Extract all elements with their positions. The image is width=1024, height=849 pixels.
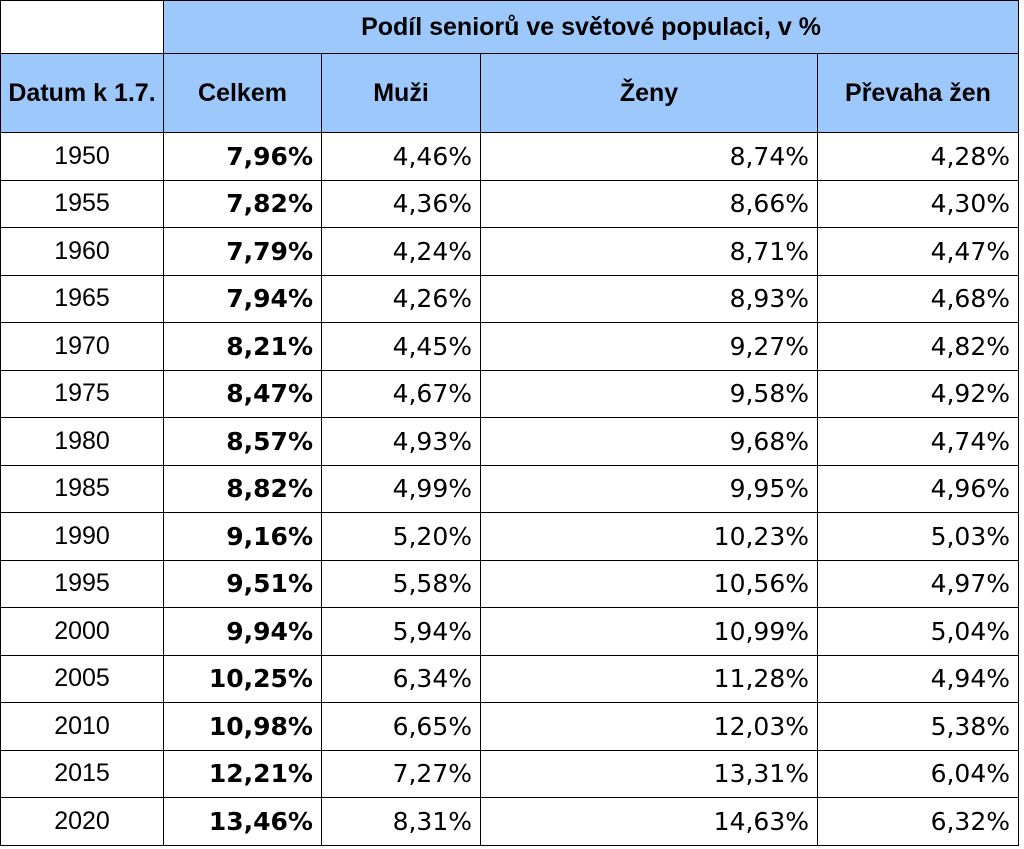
total-cell[interactable]: 8,57% — [164, 418, 322, 466]
surplus-cell[interactable]: 4,97% — [818, 560, 1019, 608]
men-cell[interactable]: 6,65% — [322, 703, 481, 751]
women-cell[interactable]: 8,93% — [481, 275, 818, 323]
header-date[interactable]: Datum k 1.7. — [1, 54, 164, 133]
year-cell[interactable]: 1970 — [1, 323, 164, 371]
women-cell[interactable]: 10,23% — [481, 513, 818, 561]
table-row — [1, 228, 1019, 276]
men-cell[interactable]: 4,93% — [322, 418, 481, 466]
total-cell[interactable]: 9,94% — [164, 608, 322, 656]
surplus-cell[interactable]: 6,32% — [818, 798, 1019, 846]
women-cell[interactable]: 8,71% — [481, 228, 818, 276]
women-cell[interactable]: 11,28% — [481, 655, 818, 703]
surplus-cell[interactable]: 4,28% — [818, 133, 1019, 181]
year-cell[interactable]: 1955 — [1, 180, 164, 228]
total-cell[interactable]: 8,47% — [164, 370, 322, 418]
surplus-cell[interactable]: 4,47% — [818, 228, 1019, 276]
table-title[interactable]: Podíl seniorů ve světové populaci, v % — [164, 1, 1019, 54]
year-cell[interactable]: 2015 — [1, 750, 164, 798]
total-cell[interactable]: 9,51% — [164, 560, 322, 608]
men-cell[interactable]: 4,26% — [322, 275, 481, 323]
total-cell[interactable]: 9,16% — [164, 513, 322, 561]
title-row — [1, 1, 1019, 54]
year-cell[interactable]: 1975 — [1, 370, 164, 418]
men-cell[interactable]: 4,46% — [322, 133, 481, 181]
header-women[interactable]: Ženy — [481, 54, 818, 133]
total-cell[interactable]: 13,46% — [164, 798, 322, 846]
total-cell[interactable]: 7,82% — [164, 180, 322, 228]
year-cell[interactable]: 2010 — [1, 703, 164, 751]
table-row — [1, 465, 1019, 513]
women-cell[interactable]: 10,99% — [481, 608, 818, 656]
surplus-cell[interactable]: 5,04% — [818, 608, 1019, 656]
table-row — [1, 275, 1019, 323]
men-cell[interactable]: 5,20% — [322, 513, 481, 561]
header-men[interactable]: Muži — [322, 54, 481, 133]
women-cell[interactable]: 12,03% — [481, 703, 818, 751]
women-cell[interactable]: 9,95% — [481, 465, 818, 513]
total-cell[interactable]: 12,21% — [164, 750, 322, 798]
total-cell[interactable]: 7,79% — [164, 228, 322, 276]
men-cell[interactable]: 4,99% — [322, 465, 481, 513]
surplus-cell[interactable]: 4,68% — [818, 275, 1019, 323]
men-cell[interactable]: 5,58% — [322, 560, 481, 608]
total-cell[interactable]: 7,94% — [164, 275, 322, 323]
surplus-cell[interactable]: 6,04% — [818, 750, 1019, 798]
men-cell[interactable]: 6,34% — [322, 655, 481, 703]
surplus-cell[interactable]: 4,96% — [818, 465, 1019, 513]
blank-corner-cell[interactable] — [1, 1, 164, 54]
women-cell[interactable]: 9,68% — [481, 418, 818, 466]
men-cell[interactable]: 4,24% — [322, 228, 481, 276]
year-cell[interactable]: 1995 — [1, 560, 164, 608]
surplus-cell[interactable]: 4,82% — [818, 323, 1019, 371]
year-cell[interactable]: 1960 — [1, 228, 164, 276]
header-row — [1, 54, 1019, 133]
table-row — [1, 560, 1019, 608]
year-cell[interactable]: 2005 — [1, 655, 164, 703]
header-total[interactable]: Celkem — [164, 54, 322, 133]
men-cell[interactable]: 4,36% — [322, 180, 481, 228]
men-cell[interactable]: 4,45% — [322, 323, 481, 371]
year-cell[interactable]: 1950 — [1, 133, 164, 181]
women-cell[interactable]: 8,66% — [481, 180, 818, 228]
table-row — [1, 323, 1019, 371]
men-cell[interactable]: 8,31% — [322, 798, 481, 846]
table-row — [1, 608, 1019, 656]
total-cell[interactable]: 7,96% — [164, 133, 322, 181]
women-cell[interactable]: 14,63% — [481, 798, 818, 846]
total-cell[interactable]: 8,21% — [164, 323, 322, 371]
surplus-cell[interactable]: 5,03% — [818, 513, 1019, 561]
table-row — [1, 370, 1019, 418]
table-row — [1, 750, 1019, 798]
table-row — [1, 655, 1019, 703]
table-row — [1, 133, 1019, 181]
year-cell[interactable]: 1990 — [1, 513, 164, 561]
women-cell[interactable]: 13,31% — [481, 750, 818, 798]
men-cell[interactable]: 5,94% — [322, 608, 481, 656]
table-row — [1, 798, 1019, 846]
surplus-cell[interactable]: 5,38% — [818, 703, 1019, 751]
year-cell[interactable]: 2020 — [1, 798, 164, 846]
total-cell[interactable]: 10,98% — [164, 703, 322, 751]
total-cell[interactable]: 10,25% — [164, 655, 322, 703]
women-cell[interactable]: 10,56% — [481, 560, 818, 608]
surplus-cell[interactable]: 4,92% — [818, 370, 1019, 418]
surplus-cell[interactable]: 4,94% — [818, 655, 1019, 703]
year-cell[interactable]: 1980 — [1, 418, 164, 466]
surplus-cell[interactable]: 4,74% — [818, 418, 1019, 466]
header-surplus[interactable]: Převaha žen — [818, 54, 1019, 133]
table-row — [1, 180, 1019, 228]
men-cell[interactable]: 4,67% — [322, 370, 481, 418]
year-cell[interactable]: 2000 — [1, 608, 164, 656]
year-cell[interactable]: 1965 — [1, 275, 164, 323]
total-cell[interactable]: 8,82% — [164, 465, 322, 513]
table-row — [1, 513, 1019, 561]
men-cell[interactable]: 7,27% — [322, 750, 481, 798]
women-cell[interactable]: 9,27% — [481, 323, 818, 371]
table-row — [1, 418, 1019, 466]
year-cell[interactable]: 1985 — [1, 465, 164, 513]
table-row — [1, 703, 1019, 751]
surplus-cell[interactable]: 4,30% — [818, 180, 1019, 228]
women-cell[interactable]: 9,58% — [481, 370, 818, 418]
women-cell[interactable]: 8,74% — [481, 133, 818, 181]
